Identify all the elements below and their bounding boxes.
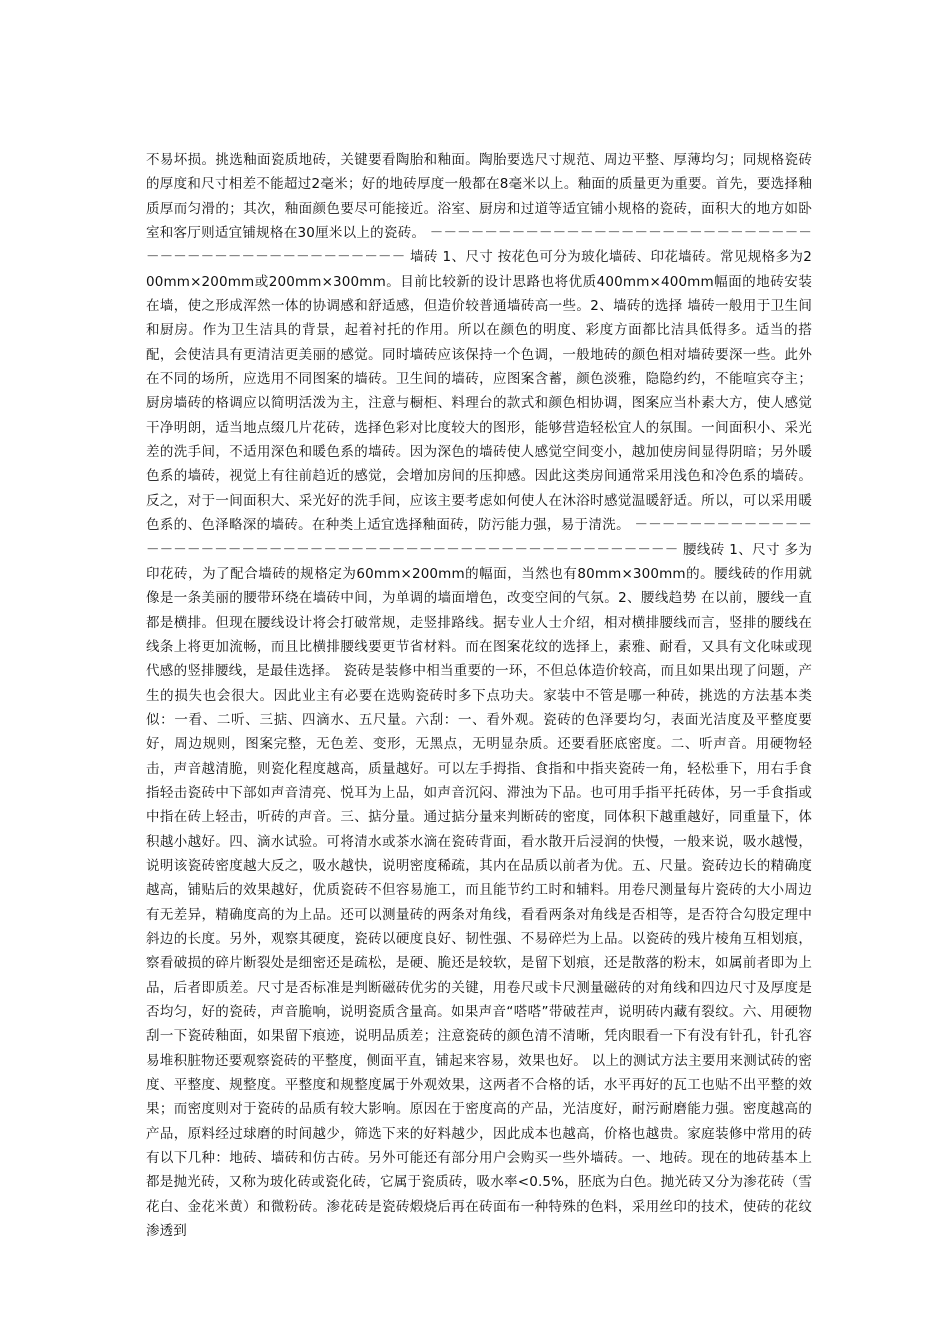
body-paragraph: 不易坏损。挑选釉面瓷质地砖，关键要看陶胎和釉面。陶胎要选尺寸规范、周边平整、厚薄均匀；同规格瓷砖的厚度和尺寸相差不能超过2毫米；好的地砖厚度一般都在8毫米以上。釉面的质量更为重要。首先，要选择釉质厚而匀滑的；其次，釉面颜色要尽可能接近。浴室、厨房和过道等适宜铺小规格的瓷砖，面积大的地方如卧室和客厅则适宜铺规格在30厘米以上的瓷砖。 －－－－－－－－－－－－－－－－－－－－－－－－－－－－－－－－－－－－－－－－－－－－－－－ 墙砖 1、尺寸 按花色可分为玻化墙砖、印花墙砖。常见规格多为200mm×200mm或200mm×300mm。目前比较新的设计思路也将优质400mm×400mm幅面的地砖安装在墙，使之形成浑然一体的协调感和舒适感，但造价较普通墙砖高一些。2、墙砖的选择 墙砖一般用于卫生间和厨房。作为卫生洁具的背景，起着衬托的作用。所以在颜色的明度、彩度方面都比洁具低得多。适当的搭配，会使洁具有更清洁更美丽的感觉。同时墙砖应该保持一个色调，一般地砖的颜色相对墙砖要深一些。此外在不同的场所，应选用不同图案的墙砖。卫生间的墙砖，应图案含蓄，颜色淡雅，隐隐约约，不能喧宾夺主；厨房墙砖的格调应以简明活泼为主，注意与橱柜、料理台的款式和颜色相协调，图案应当朴素大方，使人感觉干净明朗，适当地点缀几片花砖，选择色彩对比度较大的图形，能够营造轻松宜人的氛围。一间面积小、采光差的洗手间，不适用深色和暖色系的墙砖。因为深色的墙砖使人感觉空间变小，越加使房间显得阴暗；另外暖色系的墙砖，视觉上有往前趋近的感觉，会增加房间的压抑感。因此这类房间通常采用浅色和冷色系的墙砖。反之，对于一间面积大、采光好的洗手间，应该主要考虑如何使人在沐浴时感觉温暖舒适。所以，可以采用暖色系的、色泽略深的墙砖。在种类上适宜选择釉面砖，防污能力强，易于清洗。 －－－－－－－－－－－－－－－－－－－－－－－－－－－－－－－－－－－－－－－－－－－－－－－－－－－－ 腰线砖 1、尺寸 多为印花砖，为了配合墙砖的规格定为60mm×200mm的幅面，当然也有80mm×300mm的。腰线砖的作用就像是一条美丽的腰带环绕在墙砖中间，为单调的墙面增色，改变空间的气氛。2、腰线趋势 在以前，腰线一直都是横排。但现在腰线设计将会打破常规，走竖排路线。据专业人士介绍，相对横排腰线而言，竖排的腰线在线条上将更加流畅，而且比横排腰线要更节省材料。而在图案花纹的选择上，素雅、耐看，又具有文化味或现代感的竖排腰线，是最佳选择。 瓷砖是装修中相当重要的一环，不但总体造价较高，而且如果出现了问题，产生的损失也会很大。因此业主有必要在选购瓷砖时多下点功夫。家装中不管是哪一种砖，挑选的方法基本类似：一看、二听、三掂、四滴水、五尺量。六刮：一、看外观。瓷砖的色泽要均匀，表面光洁度及平整度要好，周边规则，图案完整，无色差、变形，无黑点，无明显杂质。还要看胚底密度。二、听声音。用硬物轻击，声音越清脆，则瓷化程度越高，质量越好。可以左手拇指、食指和中指夹瓷砖一角，轻松垂下，用右手食指轻击瓷砖中下部如声音清亮、悦耳为上品，如声音沉闷、滞浊为下品。也可用手指平托砖体，另一手食指或中指在砖上轻击，听砖的声音。三、掂分量。通过掂分量来判断砖的密度，同体积下越重越好，同重量下，体积越小越好。四、滴水试验。可将清水或茶水滴在瓷砖背面，看水散开后浸润的快慢，一般来说，吸水越慢，说明该瓷砖密度越大反之，吸水越快，说明密度稀疏，其内在品质以前者为优。五、尺量。瓷砖边长的精确度越高，铺贴后的效果越好，优质瓷砖不但容易施工，而且能节约工时和辅料。用卷尺测量每片瓷砖的大小周边有无差异，精确度高的为上品。还可以测量砖的两条对角线，看看两条对角线是否相等，是否符合勾股定理中斜边的长度。另外，观察其硬度，瓷砖以硬度良好、韧性强、不易碎烂为上品。以瓷砖的残片棱角互相划痕，察看破损的碎片断裂处是细密还是疏松，是硬、脆还是较软，是留下划痕，还是散落的粉末，如属前者即为上品，后者即质差。尺寸是否标准是判断磁砖优劣的关键，用卷尺或卡尺测量磁砖的对角线和四边尺寸及厚度是否均匀，好的瓷砖，声音脆响，说明瓷质含量高。如果声音“嗒嗒”带破茬声，说明砖内藏有裂纹。六、用硬物刮一下瓷砖釉面，如果留下痕迹，说明品质差；注意瓷砖的颜色清不清晰，凭肉眼看一下有没有针孔，针孔容易堆积脏物还要观察瓷砖的平整度，侧面平直，铺起来容易，效果也好。 以上的测试方法主要用来测试砖的密度、平整度、规整度。平整度和规整度属于外观效果，这两者不合格的话，水平再好的瓦工也贴不出平整的效果；而密度则对于瓷砖的品质有较大影响。原因在于密度高的产品，光洁度好，耐污耐磨能力强。密度越高的产品，原料经过球磨的时间越少，筛选下来的好料越少，因此成本也越高，价格也越贵。家庭装修中常用的砖有以下几种：地砖、墙砖和仿古砖。另外可能还有部分用户会购买一些外墙砖。一、地砖。现在的地砖基本上都是抛光砖，又称为玻化砖或瓷化砖，它属于瓷质砖，吸水率<0.5%，胚底为白色。抛光砖又分为渗花砖（雪花白、金花米黄）和微粉砖。渗花砖是瓷砖煅烧后再在砖面布一种特殊的色料，采用丝印的技术，使砖的花纹渗透到 — [146, 152, 812, 1240]
document-body — [146, 148, 812, 1243]
